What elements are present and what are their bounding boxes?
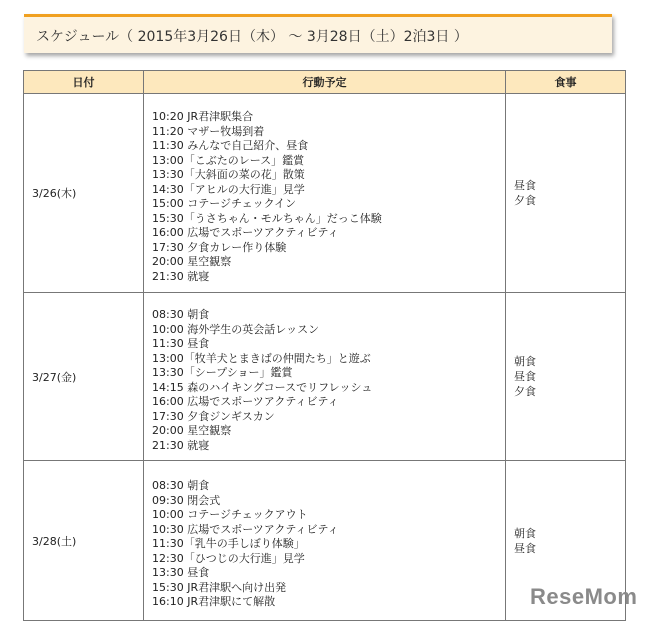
schedule-table <box>23 70 626 621</box>
meal-item: 昼食 <box>514 541 536 555</box>
day-date: 3/27(金) <box>24 293 144 461</box>
activity-item: 16:00 広場でスポーツアクティビティ <box>152 226 339 239</box>
activity-item: 21:30 就寝 <box>152 438 210 452</box>
header-date: 日付 <box>24 71 144 94</box>
activity-item: 13:00「こぶたのレース」鑑賞 <box>152 153 305 167</box>
activity-item: 11:30 昼食 <box>152 337 210 350</box>
activity-item: 16:10 JR君津駅にて解散 <box>152 595 276 609</box>
activity-item: 20:00 星空観察 <box>152 424 232 437</box>
activity-item: 13:00「牧羊犬とまきばの仲間たち」と遊ぶ <box>152 351 371 365</box>
activity-item: 11:30 みんなで自己紹介、昼食 <box>152 139 309 152</box>
table-row <box>24 94 626 293</box>
activity-item: 08:30 朝食 <box>152 308 210 321</box>
meal-item: 朝食 <box>514 526 536 540</box>
activity-item: 15:00 コテージチェックイン <box>152 197 297 210</box>
activity-item: 14:15 森のハイキングコースでリフレッシュ <box>152 380 373 394</box>
activity-item: 11:30「乳牛の手しぼり体験」 <box>152 537 305 551</box>
activity-item: 17:30 夕食カレー作り体験 <box>152 240 287 254</box>
meal-item: 夕食 <box>514 194 536 207</box>
activity-item: 13:30 昼食 <box>152 566 210 580</box>
day-meals <box>506 293 626 461</box>
activity-item: 13:30「シープショー」鑑賞 <box>152 366 293 379</box>
activity-item: 12:30「ひつじの大行進」見学 <box>152 551 305 565</box>
day-date: 3/28(土) <box>24 461 144 621</box>
activity-item: 10:30 広場でスポーツアクティビティ <box>152 522 339 536</box>
header-meals: 食事 <box>506 71 626 94</box>
day-activities <box>144 461 506 621</box>
table-row <box>24 293 626 461</box>
day-date: 3/26(木) <box>24 94 144 293</box>
schedule-title-bar <box>24 14 612 53</box>
meal-item: 夕食 <box>514 385 536 398</box>
resemom-logo: ReseMom <box>530 584 638 609</box>
activity-item: 15:30「うさちゃん・モルちゃん」だっこ体験 <box>152 211 382 225</box>
activity-item: 11:20 マザー牧場到着 <box>152 124 265 138</box>
activity-item: 14:30「アヒルの大行進」見学 <box>152 182 305 196</box>
schedule-title: スケジュール（ 2015年3月26日（木） 〜 3月28日（土）2泊3日 ） <box>36 29 468 45</box>
activity-item: 21:30 就寝 <box>152 269 210 283</box>
day-meals <box>506 94 626 293</box>
activity-item: 16:00 広場でスポーツアクティビティ <box>152 395 339 408</box>
day-activities <box>144 94 506 293</box>
meal-item: 昼食 <box>514 179 536 192</box>
day-activities <box>144 293 506 461</box>
activity-item: 17:30 夕食ジンギスカン <box>152 409 275 423</box>
meal-item: 朝食 <box>514 355 536 368</box>
table-header-row <box>24 71 626 94</box>
activity-item: 13:30「大斜面の菜の花」散策 <box>152 168 305 181</box>
activity-item: 20:00 星空観察 <box>152 255 232 268</box>
meal-item: 昼食 <box>514 370 536 383</box>
header-activities: 行動予定 <box>144 71 506 94</box>
activity-item: 10:00 コテージチェックアウト <box>152 508 308 522</box>
activity-item: 15:30 JR君津駅へ向け出発 <box>152 580 287 594</box>
activity-item: 10:00 海外学生の英会話レッスン <box>152 322 320 336</box>
activity-item: 10:20 JR君津駅集合 <box>152 110 254 123</box>
activity-item: 09:30 閉会式 <box>152 493 221 507</box>
activity-item: 08:30 朝食 <box>152 479 210 493</box>
